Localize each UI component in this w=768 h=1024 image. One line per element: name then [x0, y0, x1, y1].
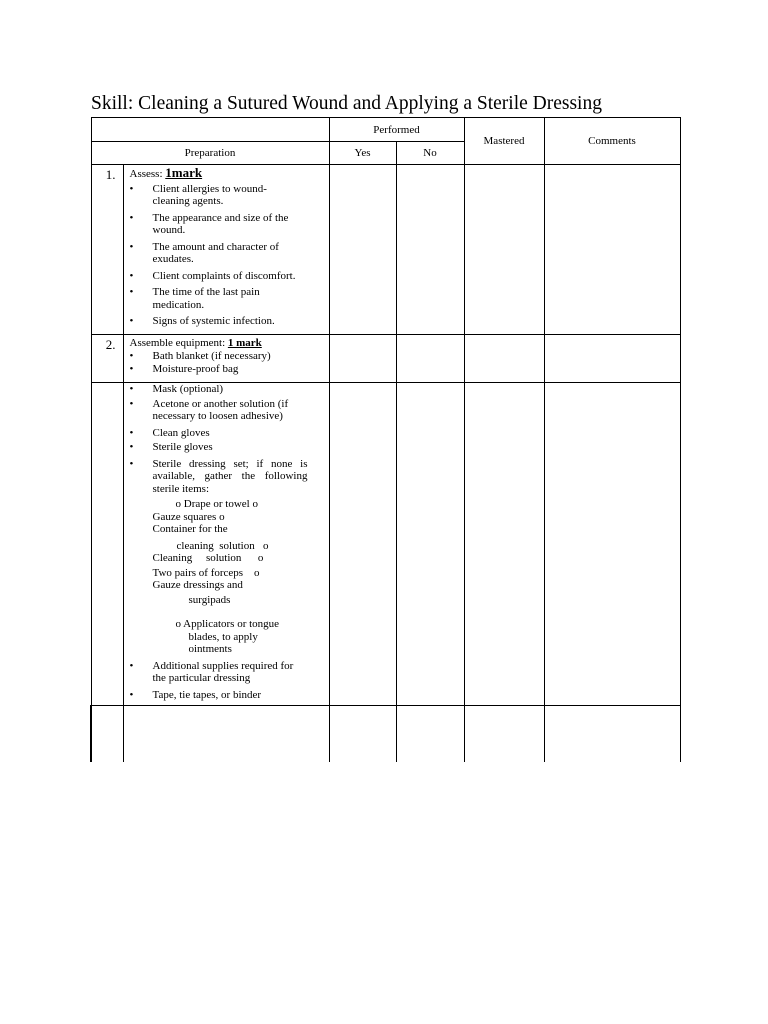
- sub-item: Container for the: [152, 523, 228, 535]
- header-mastered: Mastered: [464, 118, 544, 165]
- mark-label: 1 mark: [227, 337, 262, 349]
- empty-row: [91, 706, 680, 763]
- step-intro: [130, 337, 325, 350]
- comments-cell[interactable]: [544, 383, 680, 706]
- mastered-cell[interactable]: [464, 335, 544, 383]
- sub-item: surgipads: [188, 593, 231, 606]
- list-item: • Acetone or another solution (if necessary to loosen adhesive): [130, 398, 325, 423]
- step-content: [123, 383, 329, 706]
- header-preparation: Preparation: [91, 142, 329, 165]
- mastered-cell[interactable]: [464, 706, 544, 763]
- step-number: 1.: [91, 165, 123, 335]
- step-content: [123, 165, 329, 335]
- sub-item: blades, to apply: [188, 630, 258, 643]
- step-intro-label: Assemble equipment:: [129, 337, 226, 349]
- step-row-equipment-continued: [91, 383, 680, 706]
- comments-cell[interactable]: [544, 335, 680, 383]
- header-no: No: [396, 142, 464, 165]
- yes-cell[interactable]: [329, 165, 396, 335]
- skill-checklist-table: [90, 117, 681, 762]
- step-intro: [130, 167, 325, 181]
- header-blank-cell: [91, 118, 329, 142]
- sterile-items-list: [153, 498, 325, 656]
- list-item: • Client complaints of discomfort.: [130, 270, 325, 283]
- yes-cell[interactable]: [329, 383, 396, 706]
- sub-item: ointments: [188, 643, 232, 655]
- list-item: • The amount and character of exudates.: [130, 241, 325, 266]
- list-item: • Moisture-proof bag: [130, 363, 325, 376]
- step-number-empty: [91, 383, 123, 706]
- step-number-empty: [91, 706, 123, 763]
- step-content-empty: [123, 706, 329, 763]
- mastered-cell[interactable]: [464, 165, 544, 335]
- header-performed: Performed: [329, 118, 464, 142]
- header-comments: Comments: [544, 118, 680, 165]
- list-item: • Signs of systemic infection.: [130, 315, 325, 328]
- sub-item: o Drape or towel o: [175, 498, 258, 510]
- sub-item: cleaning solution o: [176, 539, 269, 552]
- no-cell[interactable]: [396, 335, 464, 383]
- step-intro-label: Assess:: [129, 168, 163, 180]
- sub-item: Gauze dressings and: [152, 579, 243, 591]
- list-item: • Tape, tie tapes, or binder: [130, 689, 325, 702]
- comments-cell[interactable]: [544, 165, 680, 335]
- step-row-assess: [91, 165, 680, 335]
- yes-cell[interactable]: [329, 335, 396, 383]
- list-item: • Client allergies to wound-cleaning agents.: [130, 183, 325, 208]
- sub-item: Cleaning solution o: [152, 552, 264, 564]
- list-item: • The appearance and size of the wound.: [130, 212, 325, 237]
- list-item: • The time of the last pain medication.: [130, 286, 325, 311]
- list-item: • Sterile dressing set; if none is available, gather the following sterile items: o Drape or towel o Gauze squares o Container for the cleaning solution o Cleaning solution o Two pairs of forceps o Gauze dressings and surgipads o Applicators or tongue blades, to apply ointments: [130, 458, 325, 656]
- header-yes: Yes: [329, 142, 396, 165]
- step-number: 2.: [91, 335, 123, 383]
- list-item: • Bath blanket (if necessary): [130, 350, 325, 363]
- sub-item: Gauze squares o: [152, 510, 225, 523]
- step-row-equipment: [91, 335, 680, 383]
- mastered-cell[interactable]: [464, 383, 544, 706]
- list-item: • Clean gloves: [130, 427, 325, 440]
- sub-item: Two pairs of forceps o: [152, 566, 260, 579]
- document-title: Skill: Cleaning a Sutured Wound and Applying a Sterile Dressing: [91, 93, 602, 114]
- list-item: • Mask (optional): [130, 383, 325, 396]
- no-cell[interactable]: [396, 706, 464, 763]
- comments-cell[interactable]: [544, 706, 680, 763]
- header-row-1: [91, 118, 680, 142]
- step-content: [123, 335, 329, 383]
- no-cell[interactable]: [396, 383, 464, 706]
- list-item: • Sterile gloves: [130, 441, 325, 454]
- no-cell[interactable]: [396, 165, 464, 335]
- yes-cell[interactable]: [329, 706, 396, 763]
- list-item: • Additional supplies required for the particular dressing: [130, 660, 325, 685]
- mark-label: 1mark: [165, 165, 203, 180]
- sub-item: o Applicators or tongue: [175, 618, 280, 630]
